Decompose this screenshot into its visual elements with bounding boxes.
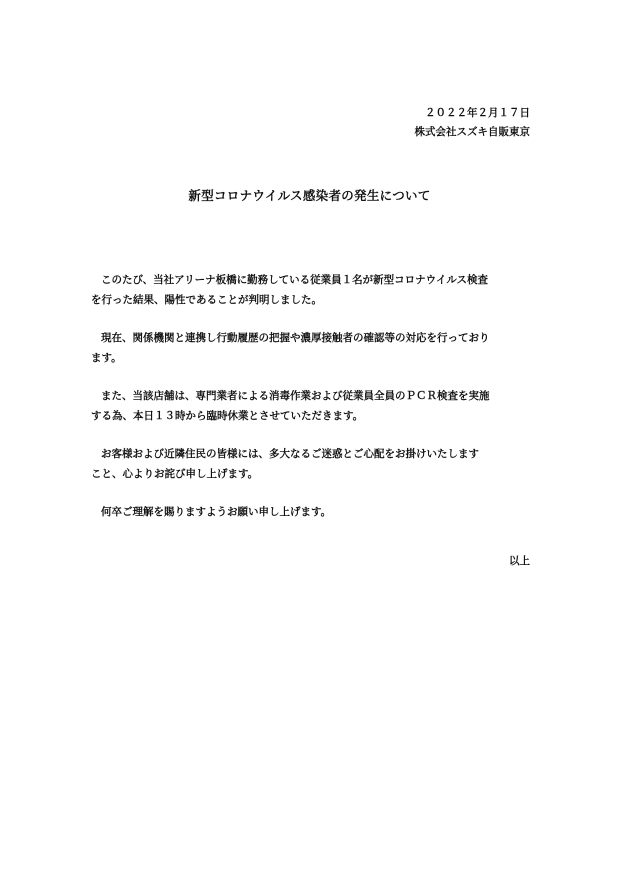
header-block: [415, 104, 531, 142]
document-title: 新型コロナウイルス感染者の発生について: [188, 188, 431, 203]
paragraph-3: また、当該店舗は、専門業者による消毒作業および従業員全員のＰＣＲ検査を実施 する為、本日１３時から臨時休業とさせていただきます。: [91, 390, 490, 422]
document-body: [91, 270, 536, 540]
paragraph-4: お客様および近隣住民の皆様には、多大なるご迷惑とご心配をお掛けいたします こと、心よりお詫び申し上げます。: [91, 448, 479, 480]
company-name: 株式会社スズキ自販東京: [414, 126, 530, 138]
issue-date: ２０２２年２月１７日: [425, 107, 530, 119]
paragraph-1: このたび、当社アリーナ板橋に勤務している従業員１名が新型コロナウイルス検査 を行った結果、陽性であることが判明しました。: [91, 274, 489, 306]
paragraph-5: 何卒ご理解を賜りますようお願い申し上げます。: [101, 506, 332, 518]
paragraph-2: 現在、関係機関と連携し行動履歴の把握や濃厚接触者の確認等の対応を行っており ます。: [91, 332, 490, 364]
closing-mark: 以上: [509, 555, 530, 567]
